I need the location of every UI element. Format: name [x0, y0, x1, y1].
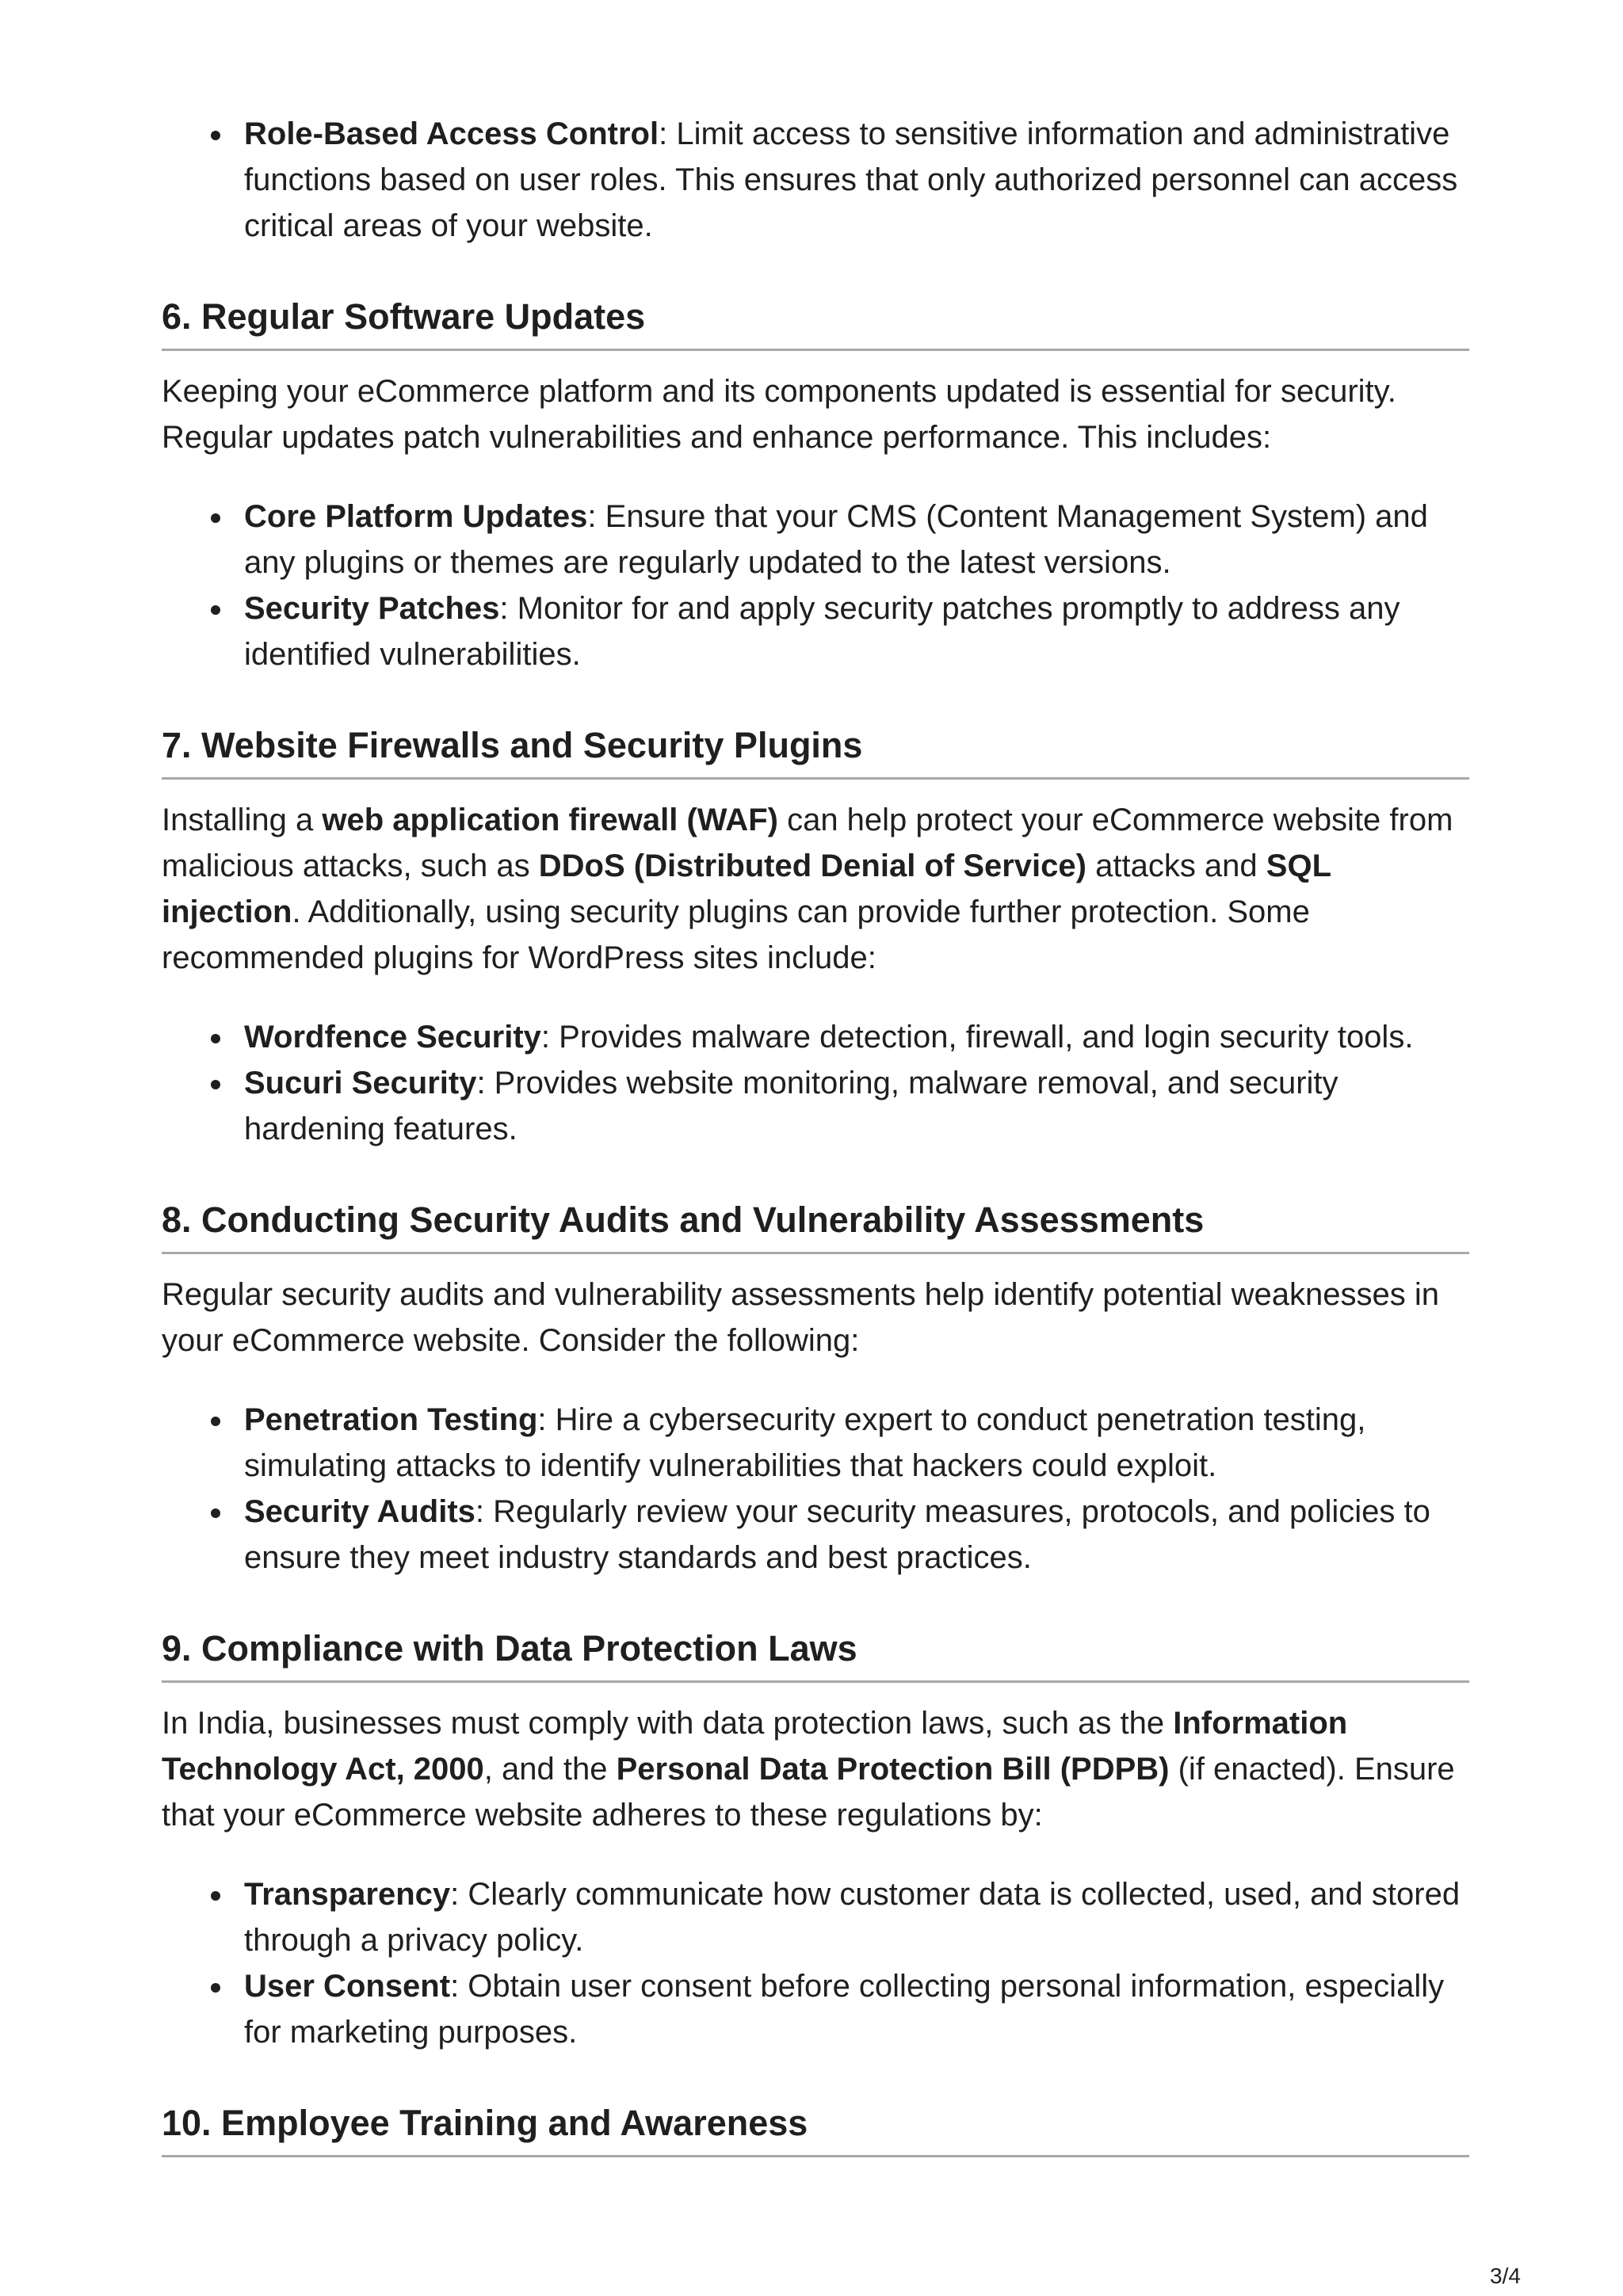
list-item-text: : Ensure that your CMS (Content Management System) and any plugins or themes are regularly updated to the latest versions.	[244, 499, 1428, 580]
list-item-term: Wordfence Security	[244, 1020, 541, 1055]
intro-list	[162, 111, 1469, 249]
paragraph-bold-text: Information Technology Act, 2000	[162, 1706, 1348, 1787]
section-heading: 9. Compliance with Data Protection Laws	[162, 1627, 1469, 1683]
section-paragraph: Keeping your eCommerce platform and its components updated is essential for security. Regular updates patch vulnerabilities and enhance performance. This includes:	[162, 374, 1396, 455]
section-list	[162, 494, 1469, 677]
list-item	[244, 585, 1469, 677]
section-heading: 10. Employee Training and Awareness	[162, 2101, 1469, 2157]
paragraph-text: Installing a	[162, 803, 323, 837]
list-item-term: Transparency	[244, 1877, 451, 1912]
section-heading: 7. Website Firewalls and Security Plugins	[162, 723, 1469, 780]
list-item-term: Penetration Testing	[244, 1402, 538, 1437]
paragraph-bold-text: SQL injection	[162, 849, 1331, 929]
list-item-text: : Obtain user consent before collecting personal information, especially for marketing purposes.	[244, 1969, 1445, 2050]
list-item-term: Security Audits	[244, 1494, 475, 1529]
section-data-protection-compliance	[162, 1627, 1469, 2055]
paragraph-text: (if enacted). Ensure that your eCommerce website adheres to these regulations by:	[162, 1752, 1455, 1833]
list-item	[244, 1871, 1469, 1963]
list-item-text: : Clearly communicate how customer data is collected, used, and stored through a privacy policy.	[244, 1877, 1461, 1958]
paragraph-text: . Additionally, using security plugins can provide further protection. Some recommended plugins for WordPress sites include:	[162, 894, 1310, 975]
section-paragraph: Regular security audits and vulnerability assessments help identify potential weaknesses in your eCommerce website. Consider the following:	[162, 1277, 1439, 1358]
section-paragraph	[162, 797, 1469, 981]
section-employee-training	[162, 2101, 1469, 2157]
section-security-audits	[162, 1198, 1469, 1581]
list-item-term: Security Patches	[244, 591, 500, 626]
section-list	[162, 1397, 1469, 1581]
list-item-text: : Monitor for and apply security patches promptly to address any identified vulnerabilities.	[244, 591, 1400, 672]
list-item-term: User Consent	[244, 1969, 451, 2004]
section-heading: 6. Regular Software Updates	[162, 295, 1469, 351]
page-number: 3/4	[1490, 2264, 1521, 2288]
paragraph-text: attacks and	[1086, 849, 1266, 883]
list-item	[244, 1397, 1469, 1489]
section-list	[162, 1014, 1469, 1152]
section-paragraph	[162, 1700, 1469, 1838]
section-website-firewalls	[162, 723, 1469, 1152]
paragraph-text: can help protect your eCommerce website from malicious attacks, such as	[162, 803, 1453, 883]
paragraph-text: , and the	[483, 1752, 617, 1787]
section-list	[162, 1871, 1469, 2055]
list-item-term: Role-Based Access Control	[244, 116, 659, 151]
section-heading: 8. Conducting Security Audits and Vulnerability Assessments	[162, 1198, 1469, 1254]
list-item-text: : Hire a cybersecurity expert to conduct penetration testing, simulating attacks to identify vulnerabilities that hackers could exploit.	[244, 1402, 1366, 1483]
list-item	[244, 1014, 1469, 1060]
list-item-term: Core Platform Updates	[244, 499, 588, 534]
list-item	[244, 494, 1469, 585]
list-item-text: : Provides website monitoring, malware removal, and security hardening features.	[244, 1066, 1338, 1146]
list-item	[244, 1060, 1469, 1152]
intro-block	[162, 111, 1469, 249]
list-item	[244, 1963, 1469, 2055]
document-page	[162, 111, 1469, 2157]
paragraph-bold-text: Personal Data Protection Bill (PDPB)	[616, 1752, 1170, 1787]
list-item-text: : Regularly review your security measures, protocols, and policies to ensure they meet industry standards and best practices.	[244, 1494, 1430, 1575]
list-item	[244, 1489, 1469, 1581]
list-item-text: : Limit access to sensitive information and administrative functions based on user roles. This ensures that only authorized personnel can access critical areas of your website.	[244, 116, 1458, 243]
paragraph-bold-text: web application firewall (WAF)	[322, 803, 778, 837]
section-regular-software-updates	[162, 295, 1469, 677]
list-item	[244, 111, 1469, 249]
paragraph-bold-text: DDoS (Distributed Denial of Service)	[538, 849, 1086, 883]
list-item-text: : Provides malware detection, firewall, and login security tools.	[540, 1020, 1414, 1055]
paragraph-text: In India, businesses must comply with data protection laws, such as the	[162, 1706, 1174, 1741]
list-item-term: Sucuri Security	[244, 1066, 477, 1100]
